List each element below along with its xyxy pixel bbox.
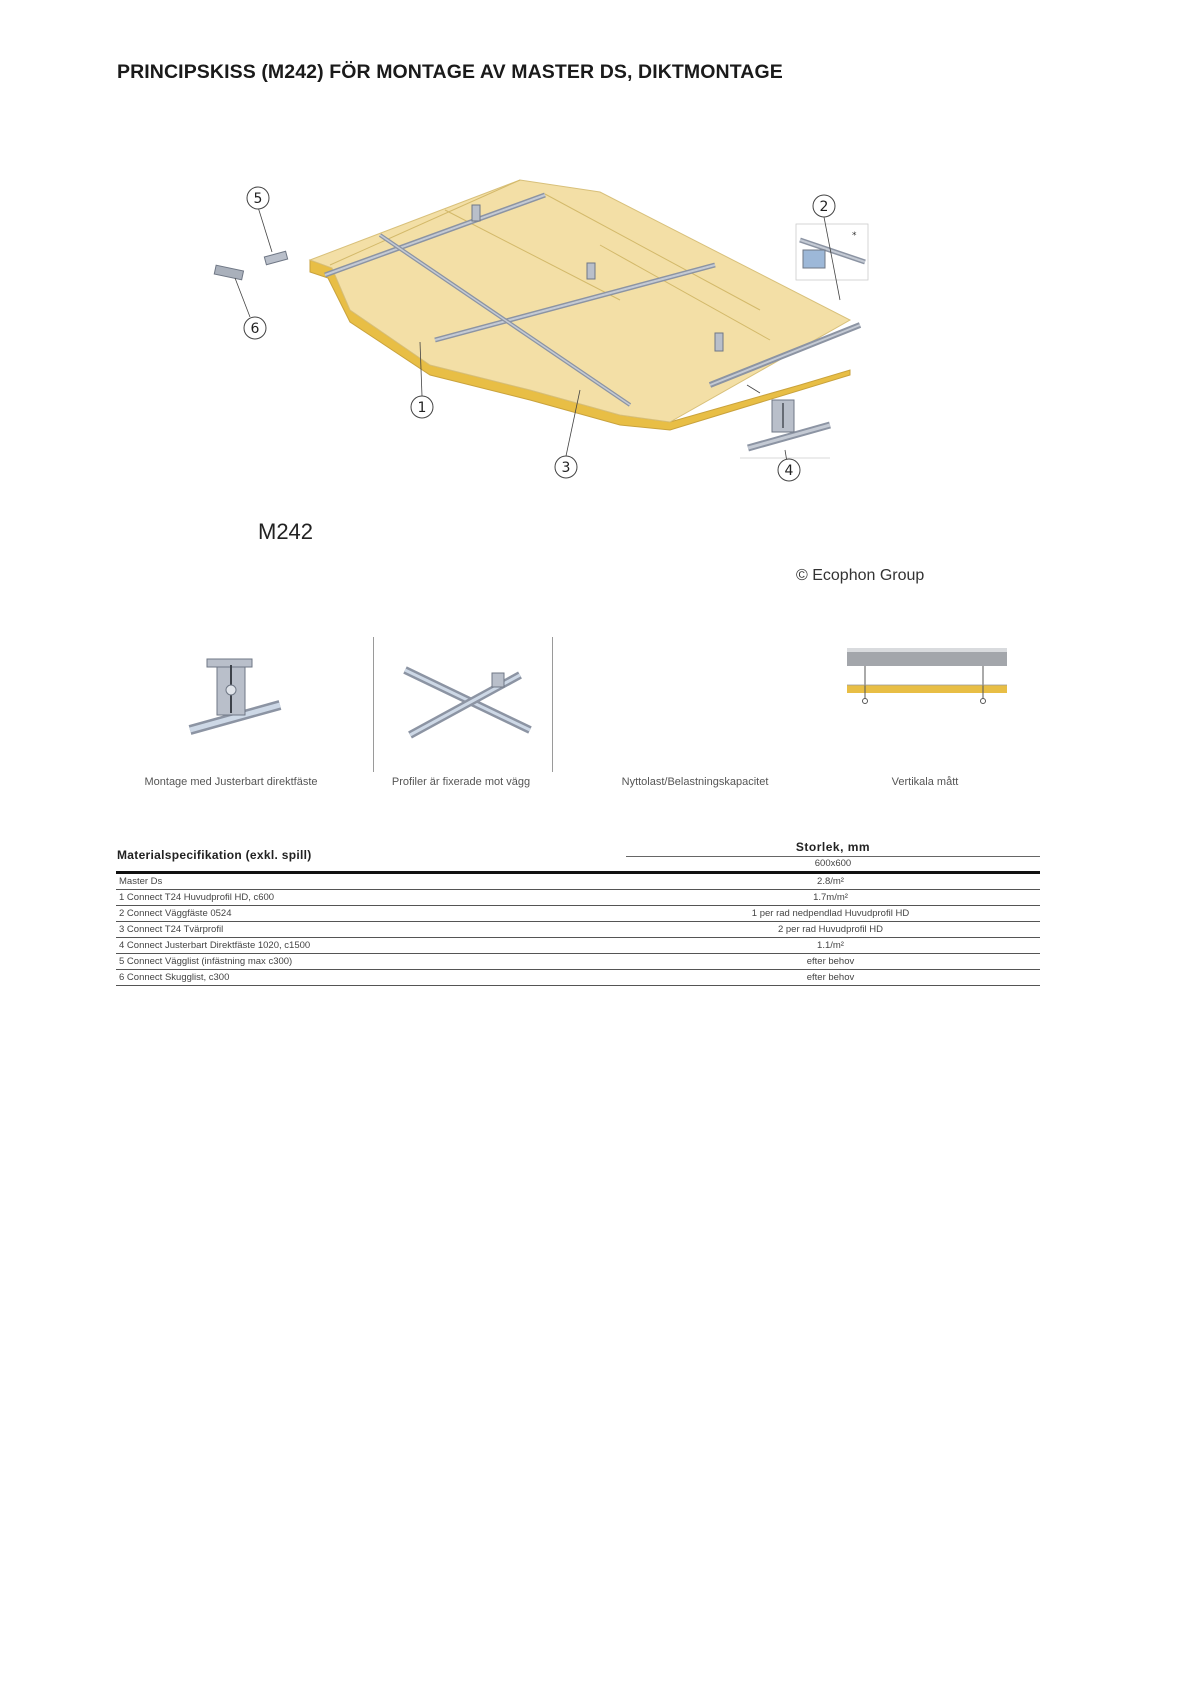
spec-item: 5 Connect Vägglist (infästning max c300)	[116, 954, 621, 970]
spec-value: efter behov	[621, 970, 1040, 986]
thumbnail-divider	[373, 637, 374, 772]
profile-wall-fixing-icon	[400, 635, 540, 775]
spec-value: 1.7m/m²	[621, 890, 1040, 906]
spec-item: 6 Connect Skugglist, c300	[116, 970, 621, 986]
vertical-dimensions-icon	[845, 635, 1015, 775]
spec-value: 1.1/m²	[621, 938, 1040, 954]
callout-5: 5	[253, 191, 263, 207]
installation-diagram	[200, 150, 960, 550]
table-row	[116, 938, 1040, 954]
spec-value: 2.8/m²	[621, 874, 1040, 890]
table-row	[116, 922, 1040, 938]
material-spec-table	[116, 874, 1040, 986]
page-title: PRINCIPSKISS (M242) FÖR MONTAGE AV MASTER DS, DIKTMONTAGE	[117, 61, 783, 83]
thumbnail-caption: Profiler är fixerade mot vägg	[391, 776, 531, 788]
thumbnail-caption: Montage med Justerbart direktfäste	[144, 776, 318, 788]
table-row	[116, 906, 1040, 922]
spec-value: efter behov	[621, 954, 1040, 970]
callout-3: 3	[561, 460, 571, 476]
spec-header-size: Storlek, mm	[795, 840, 871, 854]
svg-text:*: *	[852, 231, 857, 241]
table-row	[116, 970, 1040, 986]
callout-6: 6	[250, 321, 260, 337]
direct-suspension-bracket-icon	[185, 635, 285, 775]
table-row	[116, 874, 1040, 890]
callout-2: 2	[819, 199, 829, 215]
spec-size-value: 600x600	[814, 858, 852, 869]
spec-item: 3 Connect T24 Tvärprofil	[116, 922, 621, 938]
spec-value: 2 per rad Huvudprofil HD	[621, 922, 1040, 938]
spec-value: 1 per rad nedpendlad Huvudprofil HD	[621, 906, 1040, 922]
thumbnail-divider	[552, 637, 553, 772]
diagram-label: M242	[258, 519, 314, 544]
spec-item: 2 Connect Väggfäste 0524	[116, 906, 621, 922]
thumbnail-caption: Vertikala mått	[891, 776, 959, 788]
thumbnail-caption: Nyttolast/Belastningskapacitet	[621, 776, 769, 788]
copyright-text: © Ecophon Group	[796, 567, 925, 584]
callout-4: 4	[784, 463, 794, 479]
table-row	[116, 890, 1040, 906]
spec-item: 1 Connect T24 Huvudprofil HD, c600	[116, 890, 621, 906]
callout-1: 1	[417, 400, 427, 416]
spec-header-rule	[626, 856, 1040, 857]
table-row	[116, 954, 1040, 970]
spec-item: 4 Connect Justerbart Direktfäste 1020, c1500	[116, 938, 621, 954]
spec-header-material: Materialspecifikation (exkl. spill)	[117, 848, 312, 862]
spec-item: Master Ds	[116, 874, 621, 890]
